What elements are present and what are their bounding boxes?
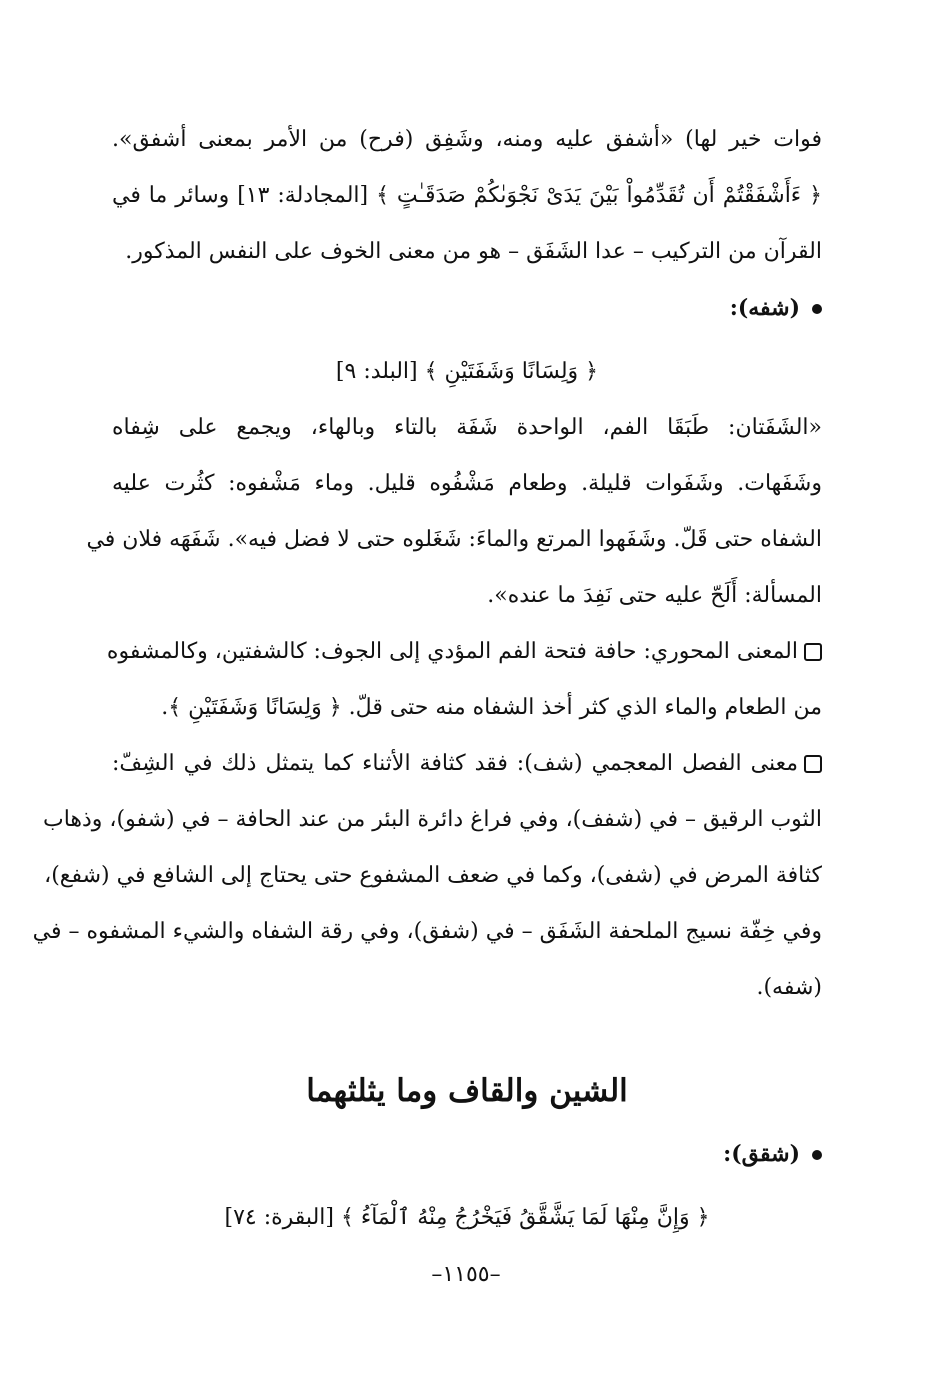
entry-heading-text: (شقق): <box>723 1141 800 1167</box>
section-title: الشين والقاف وما يثلثهما <box>306 1073 628 1109</box>
text-line: الثوب الرقيق – في (شفف)، وفي فراغ دائرة البئر من عند الحافة – في (شفو)، وذهاب <box>42 807 822 832</box>
paragraph-continuation <box>112 112 822 280</box>
text-line: وفي خِفّة نسيج الملحفة الشَفَق – في (شفق)، وفي رقة الشفاه والشيء المشفوه – في <box>32 919 822 944</box>
text-line: «الشَفَتان: طَبَقَا الفم، الواحدة شَفَة بالتاء وبالهاء، ويجمع على شِفاه <box>112 415 822 440</box>
checkbox-square-icon <box>804 643 822 661</box>
text-line: وشَفَهات. وشَفَوات قليلة. وطعام مَشْفُوه قليل. وماء مَشْفوه: كثُرت عليه <box>112 471 822 496</box>
text-line: فوات خير لها) «أشفق عليه ومنه، وشَفِق (فرح) من الأمر بمعنى أشفق». <box>112 127 822 152</box>
text-line: المسألة: أَلَحّ عليه حتى نَفِدَ ما عنده». <box>487 583 822 608</box>
text-line <box>106 624 822 680</box>
entry-heading-text: (شفه): <box>729 295 800 321</box>
page-body <box>32 112 822 1246</box>
text-line: ﴿ ءَأَشْفَقْتُمْ أَن تُقَدِّمُواْ بَيْنَ يَدَىْ نَجْوَىٰكُمْ صَدَقَـٰتٍ ﴾ [المجادلة: ١٣] وسائر ما في <box>112 183 822 208</box>
checkbox-square-icon <box>804 755 822 773</box>
definition-paragraph <box>86 400 822 624</box>
lexical-meaning-paragraph <box>32 736 822 1016</box>
entry-heading-shafah <box>112 280 822 336</box>
bullet-icon <box>812 1150 822 1160</box>
core-meaning-paragraph <box>106 624 822 736</box>
text-line: (شفه). <box>756 975 822 1000</box>
text-line: كثافة المرض في (شفى)، وكما في ضعف المشفوع حتى يحتاج إلى الشافع في (شفع)، <box>44 863 822 888</box>
text-line <box>112 736 822 792</box>
core-meaning-first-line: المعنى المحوري: حافة فتحة الفم المؤدي إلى الجوف: كالشفتين، وكالمشفوه <box>106 639 798 664</box>
text-line: القرآن من التركيب – عدا الشَفَق – هو من معنى الخوف على النفس المذكور. <box>125 239 822 264</box>
entry-heading-shaqq <box>112 1126 822 1182</box>
page-number: –١١٥٥– <box>431 1262 501 1287</box>
quran-verse: ﴿ وَلِسَانًا وَشَفَتَيْنِ ﴾ [البلد: ٩] <box>335 359 599 384</box>
text-line: الشفاه حتى قَلّ. وشَفَهوا المرتع والماءَ: شَغَلوه حتى لا فضل فيه». شَفَهَه فلان في <box>86 527 822 552</box>
bullet-icon <box>812 304 822 314</box>
lexical-meaning-first-line: معنى الفصل المعجمي (شف): فقد كثافة الأثناء كما يتمثل ذلك في الشِفّ: <box>112 751 798 776</box>
quran-verse: ﴿ وَإِنَّ مِنْهَا لَمَا يَشَّقَّقُ فَيَخْرُجُ مِنْهُ ٱلْمَآءُ ﴾ [البقرة: ٧٤] <box>224 1205 710 1230</box>
text-line: من الطعام والماء الذي كثر أخذ الشفاه منه حتى قلّ. ﴿ وَلِسَانًا وَشَفَتَيْنِ ﴾. <box>161 695 822 720</box>
